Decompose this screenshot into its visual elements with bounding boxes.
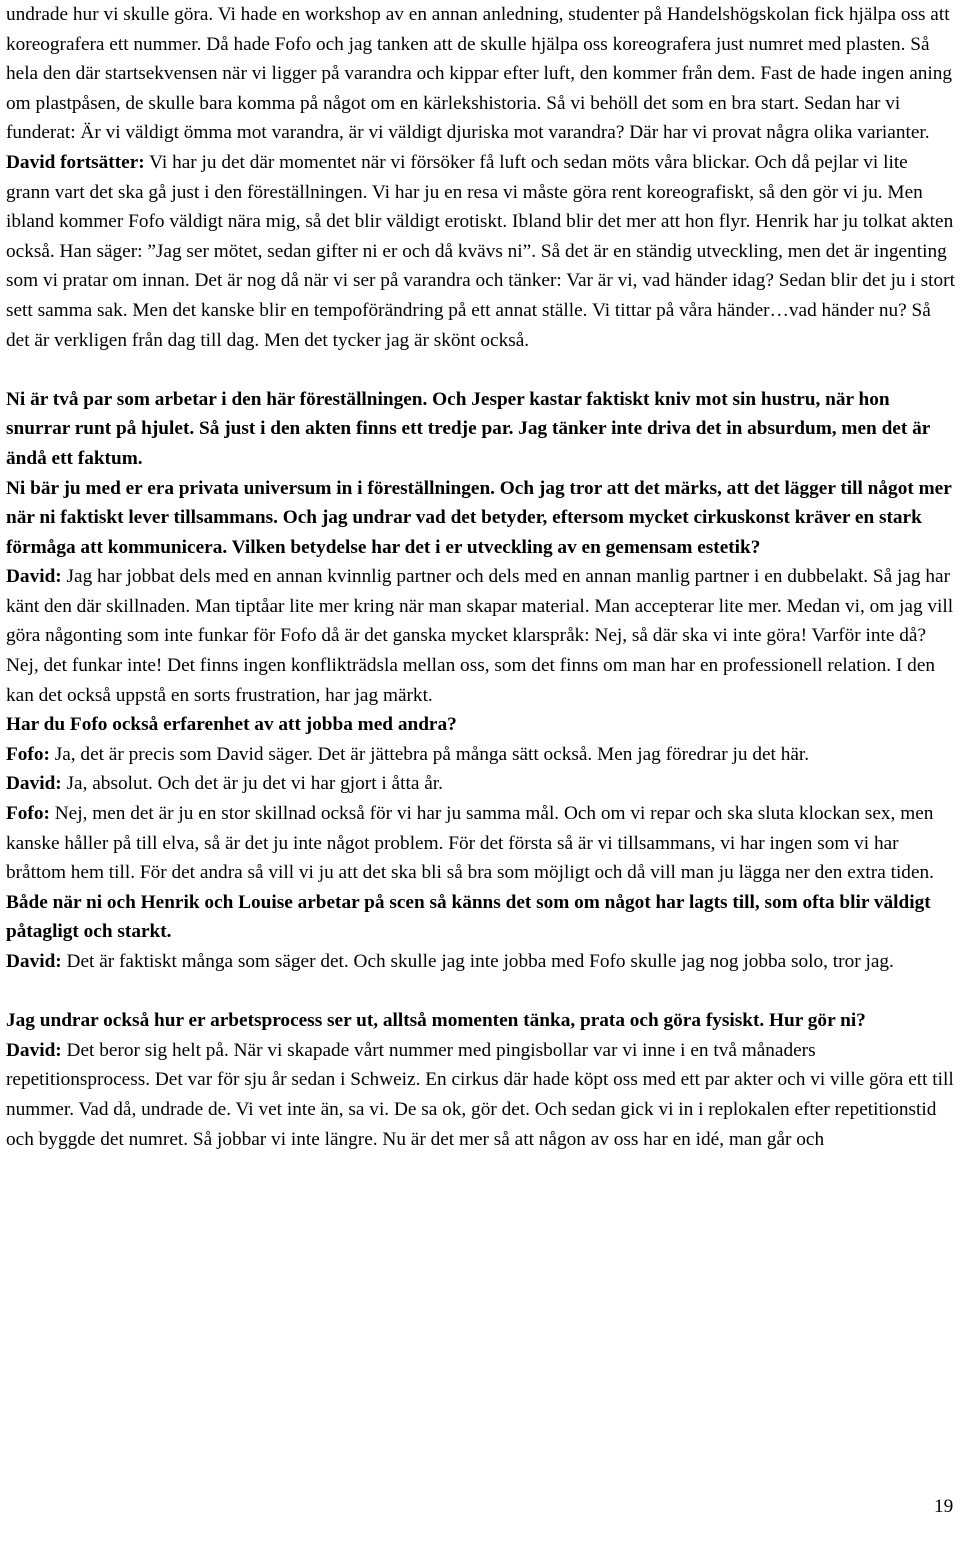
paragraph-text: Ja, det är precis som David säger. Det är jättebra på många sätt också. Men jag föredrar ju det här. (49, 743, 810, 765)
paragraph-text: Ni bär ju med er era privata universum in i föreställningen. Och jag tror att det märks, att det lägger till något mer när ni faktiskt lever tillsammans. Och jag undrar vad det betyder, eftersom mycket cirkuskonst kräver en stark förmåga att kommunicera. Vilken betydelse har det i er utveckling av en gemensam estetik? (6, 477, 952, 558)
speaker-label: Fofo: (6, 803, 50, 825)
interviewer-question (6, 385, 956, 474)
paragraph-text: Ja, absolut. Och det är ju det vi har gjort i åtta år. (61, 773, 443, 795)
answer-paragraph (6, 740, 956, 770)
paragraph-text: Vi har ju det där momentet när vi försöker få luft och sedan möts våra blickar. Och då pejlar vi lite grann vart det ska gå just i den föreställningen. Vi har ju en resa vi måste göra rent koreografiskt, så den gör vi ju. Men ibland kommer Fofo väldigt nära mig, så det blir väldigt erotiskt. Ibland blir det mer att hon flyr. Henrik har ju tolkat akten också. Han säger: ”Jag ser mötet, sedan gifter ni er och då kvävs ni”. Så det är en ständig utveckling, men det är ingenting som vi pratar om innan. Det är nog då när vi ser på varandra och tänker: Var är vi, vad händer idag? Sedan blir det ju i stort sett samma sak. Men det kanske blir en tempoförändring på ett annat ställe. Vi tittar på våra händer…vad händer nu? Så det är verkligen från dag till dag. Men det tycker jag är skönt också. (6, 151, 955, 351)
interviewer-question (6, 474, 956, 563)
interviewer-question (6, 888, 956, 947)
paragraph-text: Jag undrar också hur er arbetsprocess ser ut, alltså momenten tänka, prata och göra fysiskt. Hur gör ni? (6, 1010, 866, 1032)
document-body (6, 0, 956, 1154)
paragraph-text: Har du Fofo också erfarenhet av att jobba med andra? (6, 714, 457, 736)
answer-paragraph (6, 1036, 956, 1154)
paragraph-text: Det beror sig helt på. När vi skapade vårt nummer med pingisbollar var vi inne i en två månaders repetitionsprocess. Det var för sju år sedan i Schweiz. En cirkus där hade köpt oss med ett par akter och vi ville göra ett till nummer. Vad då, undrade de. Vi vet inte än, sa vi. De sa ok, gör det. Och sedan gick vi in i replokalen efter repetitionstid och byggde det numret. Så jobbar vi inte längre. Nu är det mer så att någon av oss har en idé, man går och (6, 1039, 954, 1150)
paragraph-text: undrade hur vi skulle göra. Vi hade en workshop av en annan anledning, studenter på Handelshögskolan fick hjälpa oss att koreografera ett nummer. Då hade Fofo och jag tanken att de skulle hjälpa oss koreografera just numret med plasten. Så hela den där startsekvensen när vi ligger på varandra och kippar efter luft, den kommer från dem. Fast de hade ingen aning om plastpåsen, de skulle bara komma på något om en kärlekshistoria. Så vi behöll det som en bra start. Sedan har vi funderat: Är vi väldigt ömma mot varandra, är vi väldigt djuriska mot varandra? Där har vi provat några olika varianter. (6, 4, 953, 144)
paragraph-text: Nej, men det är ju en stor skillnad också för vi har ju samma mål. Och om vi repar och ska sluta klockan sex, men kanske håller på till elva, så är det ju inte något problem. För det första så är vi tillsammans, vi har ingen som vi har bråttom hem till. För det andra så vill vi ju att det ska bli så bra som möjligt och då vill man ju lägga ner den extra tiden. (6, 803, 934, 884)
paragraph-text: Jag har jobbat dels med en annan kvinnlig partner och dels med en annan manlig partner i en dubbelakt. Så jag har känt den där skillnaden. Man tiptåar lite mer kring när man skapar material. Man accepterar lite mer. Medan vi, om jag vill göra någonting som inte funkar för Fofo då är det ganska mycket klarspråk: Nej, så där ska vi inte göra! Varför inte då? Nej, det funkar inte! Det finns ingen konflikträdsla mellan oss, som det finns om man har en professionell relation. I den kan det också uppstå en sorts frustration, har jag märkt. (6, 566, 954, 706)
paragraph-spacer (6, 355, 956, 385)
page-number: 19 (934, 1496, 954, 1517)
paragraph-text: Det är faktiskt många som säger det. Och skulle jag inte jobba med Fofo skulle jag nog jobba solo, tror jag. (61, 951, 894, 972)
speaker-label: David: (6, 951, 62, 972)
answer-paragraph (6, 0, 956, 148)
answer-paragraph (6, 562, 956, 710)
interviewer-question (6, 710, 956, 740)
interviewer-question (6, 1006, 956, 1036)
paragraph-text: Ni är två par som arbetar i den här föreställningen. Och Jesper kastar faktiskt kniv mot sin hustru, när hon snurrar runt på hjulet. Så just i den akten finns ett tredje par. Jag tänker inte driva det in absurdum, men det är ändå ett faktum. (6, 388, 930, 469)
answer-paragraph (6, 799, 956, 888)
speaker-label: Fofo: (6, 743, 50, 765)
answer-paragraph (6, 769, 956, 799)
answer-paragraph (6, 947, 956, 977)
answer-paragraph (6, 148, 956, 355)
speaker-label: David fortsätter: (6, 151, 145, 173)
speaker-label: David: (6, 566, 62, 588)
speaker-label: David: (6, 773, 62, 795)
speaker-label: David: (6, 1039, 62, 1061)
paragraph-spacer (6, 977, 956, 1007)
paragraph-text: Både när ni och Henrik och Louise arbetar på scen så känns det som om något har lagts till, som ofta blir väldigt påtagligt och starkt. (6, 891, 931, 943)
